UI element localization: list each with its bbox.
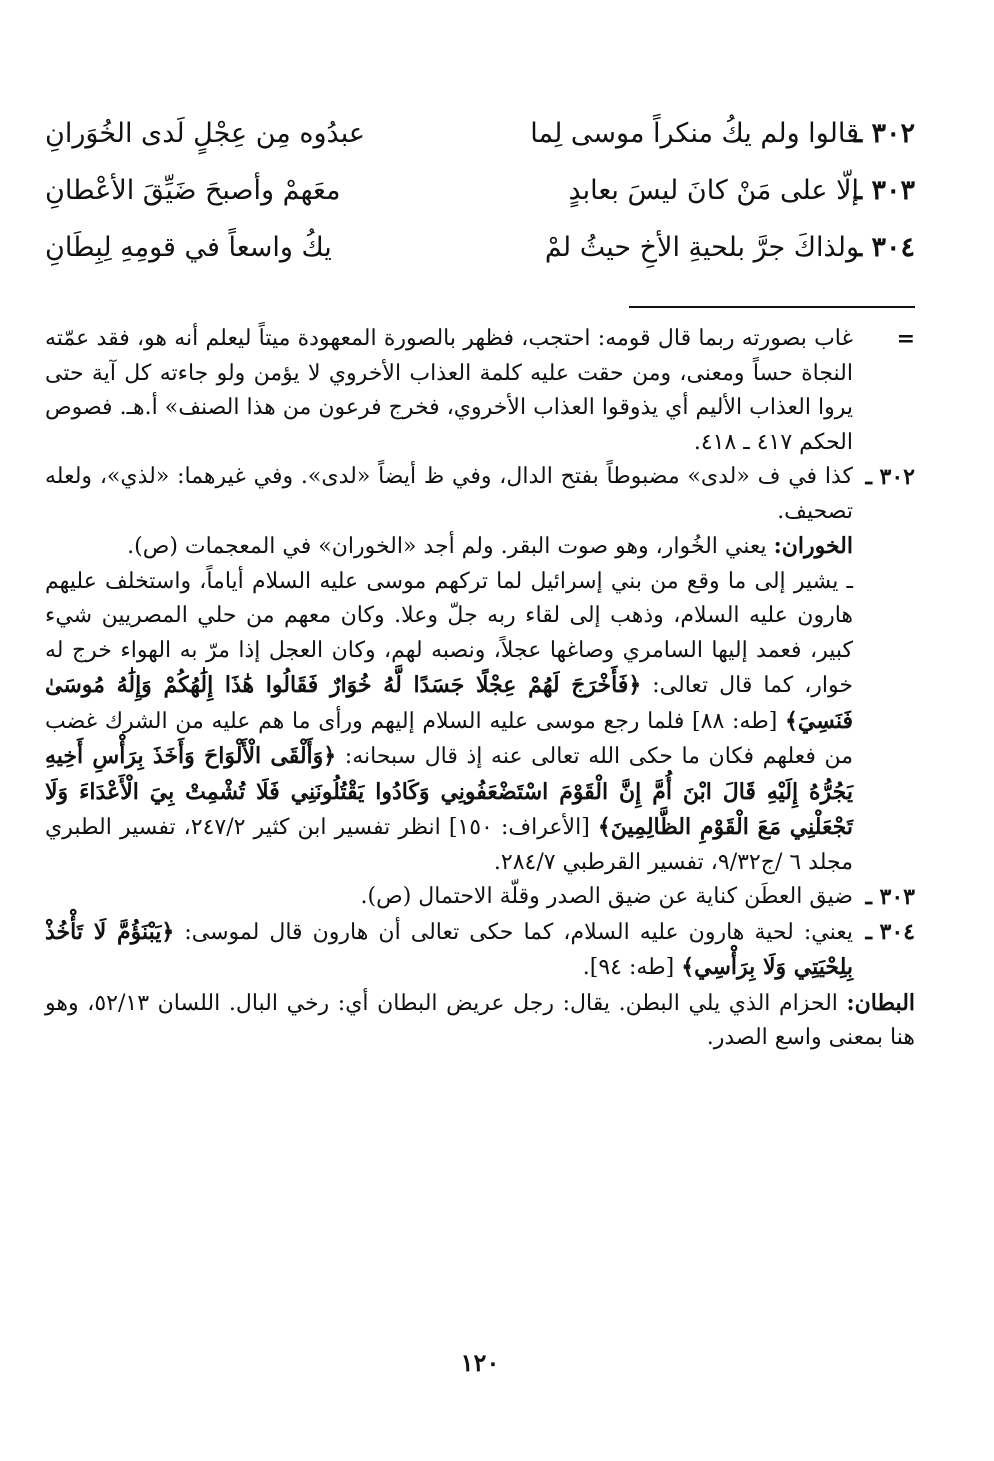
verse-block — [45, 118, 915, 289]
continuation-mark: = — [896, 326, 915, 352]
commentary-text: [الأعراف: ١٥٠] انظر تفسير ابن كثير ٢٤٧/٢، تفسير الطبري مجلد ٦ /ج٩/٣٢، تفسير القرطبي ٢٨٤/٧. — [45, 815, 853, 875]
verse-first-hemistich: قالوا ولم يكُ منكراً موسى لِما — [530, 118, 859, 149]
footnotes — [45, 322, 915, 1056]
footnote-302 — [45, 460, 915, 880]
commentary-text: يعني: لحية هارون عليه السلام، كما حكى تعالى أن هارون قال لموسى: — [174, 919, 853, 945]
verse-number: ٣٠٢ ـ — [854, 118, 915, 149]
commentary-text: ـ يشير إلى ما وقع من بني إسرائيل لما تركهم موسى عليه السلام أياماً، واستخلف عليهم هارون عليه السلام، وذهب إلى لقاء ربه جلّ وعلا. وكان معهم من حلي المصريين شيء كبير، فعمد إليها السامري وصاغها عجلاً، ونصبه لهم، وكان العجل إذا مرّ به الهواء خرج له خوار، كما قال تعالى: — [45, 568, 854, 698]
verse-first-hemistich: ولذاكَ جرَّ بلحيةِ الأخِ حيثُ لمْ — [544, 232, 859, 263]
footnote-304 — [45, 915, 915, 986]
verse-304 — [45, 232, 915, 289]
verse-first-hemistich: إلّا على مَنْ كانَ ليسَ بعابدٍ — [568, 175, 859, 206]
footnote-separator — [629, 306, 915, 308]
footnote-number: ٣٠٣ ـ — [865, 884, 915, 910]
verse-second-hemistich: عبدُوه مِن عِجْلٍ لَدى الخُوَرانِ — [45, 118, 365, 149]
definition-text: يعني الخُوار، وهو صوت البقر. ولم أجد «الخوران» في المعجمات (ص). — [127, 534, 774, 559]
verse-number: ٣٠٤ ـ — [854, 232, 915, 263]
verse-number: ٣٠٣ ـ — [854, 175, 915, 206]
footnote-text: ضيق العطَن كناية عن ضيق الصدر وقلّة الاحتمال (ص). — [360, 884, 853, 909]
quran-quote: ﴿وَأَلْقَى الْأَلْوَاحَ وَأَخَذَ بِرَأْسِ أَخِيهِ يَجُرُّهُ إِلَيْهِ قَالَ ابْنَ أُمَّ إِنَّ الْقَوْمَ اسْتَضْعَفُونِي وَكَادُوا يَقْتُلُونَنِي فَلَا تُشْمِتْ بِيَ الْأَعْدَاءَ وَلَا تَجْعَلْنِي مَعَ الْقَوْمِ الظَّالِمِينَ﴾ — [45, 743, 853, 840]
verse-second-hemistich: معَهمْ وأصبحَ ضَيِّقَ الأعْطانِ — [45, 175, 341, 206]
commentary-text: [طه: ٩٤]. — [582, 955, 682, 980]
quran-quote: ﴿فَأَخْرَجَ لَهُمْ عِجْلًا جَسَدًا لَّهُ خُوَارٌ فَقَالُوا هَٰذَا إِلَٰهُكُمْ وَإِلَٰهُ مُوسَىٰ فَنَسِيَ﴾ — [45, 672, 853, 734]
footnote-continuation — [45, 322, 915, 460]
footnote-text — [45, 915, 853, 986]
footnote-definition — [45, 986, 915, 1056]
definition-text: الحزام الذي يلي البطن. يقال: رجل عريض البطان أي: رخي البال. اللسان ٥٢/١٣، وهو هنا بمعنى واسع الصدر. — [45, 990, 915, 1050]
footnote-303 — [45, 880, 915, 915]
footnote-text: كذا في ف «لدى» مضبوطاً بفتح الدال، وفي ظ أيضاً «لدى». وفي غيرهما: «لذي»، ولعله تصحيف. — [45, 464, 853, 524]
footnote-304-definition — [45, 986, 915, 1056]
footnote-number: ٣٠٢ ـ — [865, 464, 915, 490]
verse-302 — [45, 118, 915, 175]
defined-term: البطان: — [846, 989, 916, 1016]
defined-term: الخوران: — [773, 533, 853, 559]
page-number: ١٢٠ — [460, 1348, 500, 1377]
footnote-definition — [45, 529, 853, 565]
commentary-text: [طه: ٨٨] فلما رجع موسى عليه السلام إليهم ورأى ما هم عليه من الشرك غضب من فعلهم فكان ما حكى الله تعالى عنه إذ قال سبحانه: — [45, 708, 854, 769]
verse-303 — [45, 175, 915, 232]
footnote-text: غاب بصورته ربما قال قومه: احتجب، فظهر بالصورة المعهودة ميتاً ليعلم أنه هو، فقد عمّته النجاة حساً ومعنى، ومن حقت عليه كلمة العذاب الأخروي لا يؤمن ولو جاءته كل آية حتى يروا العذاب الأليم أي يذوقوا العذاب الأخروي، فخرج فرعون من هذا الصنف» أ.هـ. فصوص الحكم ٤١٧ ـ ٤١٨. — [45, 326, 853, 455]
footnote-number: ٣٠٤ ـ — [865, 918, 915, 945]
book-page — [45, 0, 915, 1461]
verse-second-hemistich: يكُ واسعاً في قومِهِ لِبِطَانِ — [45, 232, 332, 263]
quran-quote: ﴿يَبْنَؤُمَّ لَا تَأْخُذْ بِلِحْيَتِي وَلَا بِرَأْسِي﴾ — [45, 918, 853, 980]
footnote-commentary — [45, 565, 853, 881]
